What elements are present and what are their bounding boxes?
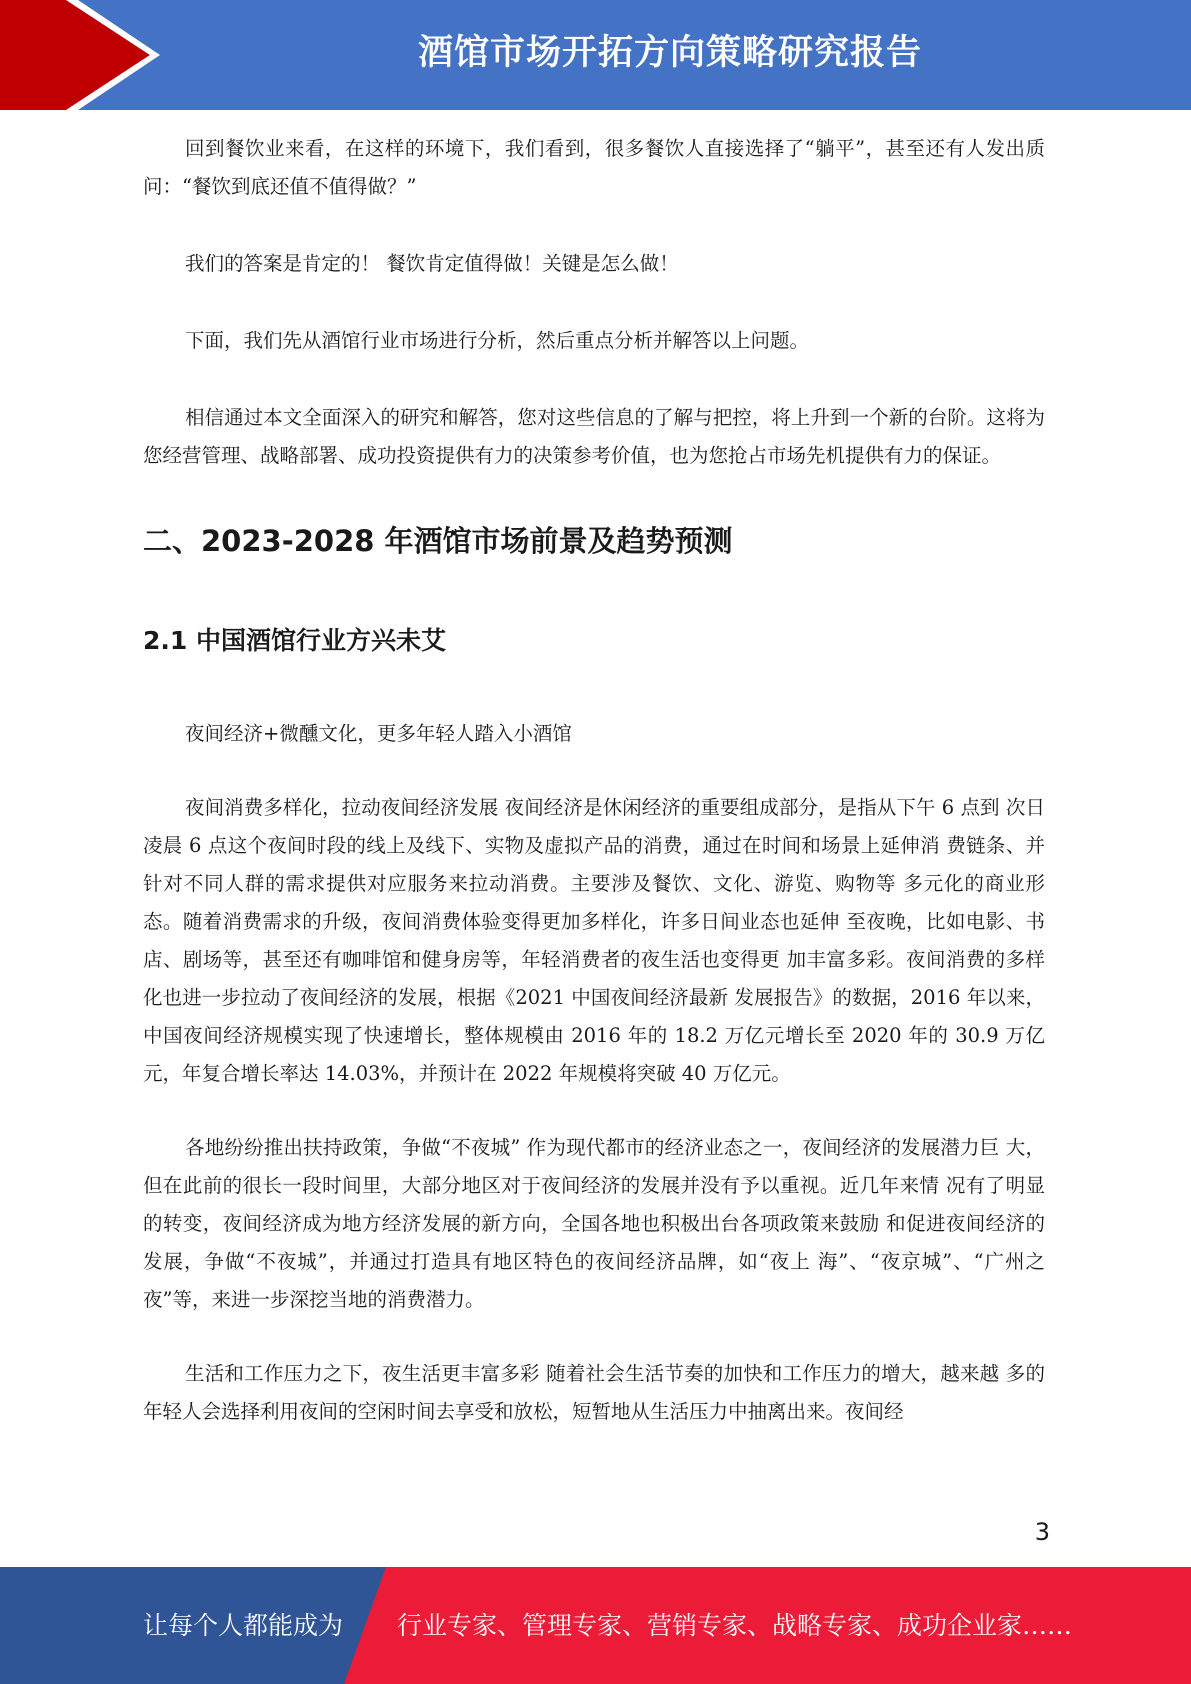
paragraph: 生活和工作压力之下，夜生活更丰富多彩 随着社会生活节奏的加快和工作压力的增大，越来越 多的年轻人会选择利用夜间的空闲时间去享受和放松，短暂地从生活压力中抽离出来。夜间经 — [143, 1362, 1045, 1423]
paragraph: 夜间消费多样化，拉动夜间经济发展 夜间经济是休闲经济的重要组成部分，是指从下午 6 点到 次日凌晨 6 点这个夜间时段的线上及线下、实物及虚拟产品的消费，通过在时间和场景上延伸消 费链条、并针对不同人群的需求提供对应服务来拉动消费。主要涉及餐饮、文化、游览、购物等 多元化的商业形态。随着消费需求的升级，夜间消费体验变得更加多样化，许多日间业态也延伸 至夜晚，比如电影、书店、剧场等，甚至还有咖啡馆和健身房等，年轻消费者的夜生活也变得更 加丰富多彩。夜间消费的多样化也进一步拉动了夜间经济的发展，根据《2021 中国夜间经济最新 发展报告》的数据，2016 年以来，中国夜间经济规模实现了快速增长，整体规模由 2016 年的 18.2 万亿元增长至 2020 年的 30.9 万亿元，年复合增长率达 14.03%，并预计在 2022 年规模将突破 40 万亿元。 — [143, 796, 1045, 1085]
document-body — [143, 130, 1045, 1431]
page-footer — [0, 1567, 1191, 1684]
header-red-arrow — [0, 0, 150, 110]
paragraph: 相信通过本文全面深入的研究和解答，您对这些信息的了解与把控，将上升到一个新的台阶。这将为您经营管理、战略部署、成功投资提供有力的决策参考价值，也为您抢占市场先机提供有力的保证。 — [143, 406, 1045, 467]
page-number: 3 — [1034, 1518, 1050, 1546]
footer-slogan-left: 让每个人都能成为 — [143, 1611, 344, 1640]
paragraph: 下面，我们先从酒馆行业市场进行分析，然后重点分析并解答以上问题。 — [185, 329, 810, 352]
paragraph: 回到餐饮业来看，在这样的环境下，我们看到，很多餐饮人直接选择了“躺平”，甚至还有人发出质问：“餐饮到底还值不值得做？” — [143, 137, 1045, 198]
paragraph: 夜间经济+微醺文化，更多年轻人踏入小酒馆 — [185, 722, 572, 745]
paragraph: 我们的答案是肯定的！ 餐饮肯定值得做！关键是怎么做！ — [185, 252, 679, 275]
footer-slogan-right: 行业专家、管理专家、营销专家、战略专家、成功企业家…… — [397, 1611, 1073, 1640]
section-heading: 二、2023-2028 年酒馆市场前景及趋势预测 — [143, 524, 733, 558]
report-title: 酒馆市场开拓方向策略研究报告 — [417, 33, 922, 73]
page-header — [0, 0, 1191, 110]
paragraph: 各地纷纷推出扶持政策，争做“不夜城” 作为现代都市的经济业态之一，夜间经济的发展潜力巨 大，但在此前的很长一段时间里，大部分地区对于夜间经济的发展并没有予以重视。近几年来情 况有了明显的转变，夜间经济成为地方经济发展的新方向，全国各地也积极出台各项政策来鼓励 和促进夜间经济的发展，争做“不夜城”，并通过打造具有地区特色的夜间经济品牌，如“夜上 海”、“夜京城”、“广州之夜”等，来进一步深挖当地的消费潜力。 — [143, 1136, 1045, 1311]
subsection-heading: 2.1 中国酒馆行业方兴未艾 — [143, 626, 446, 655]
